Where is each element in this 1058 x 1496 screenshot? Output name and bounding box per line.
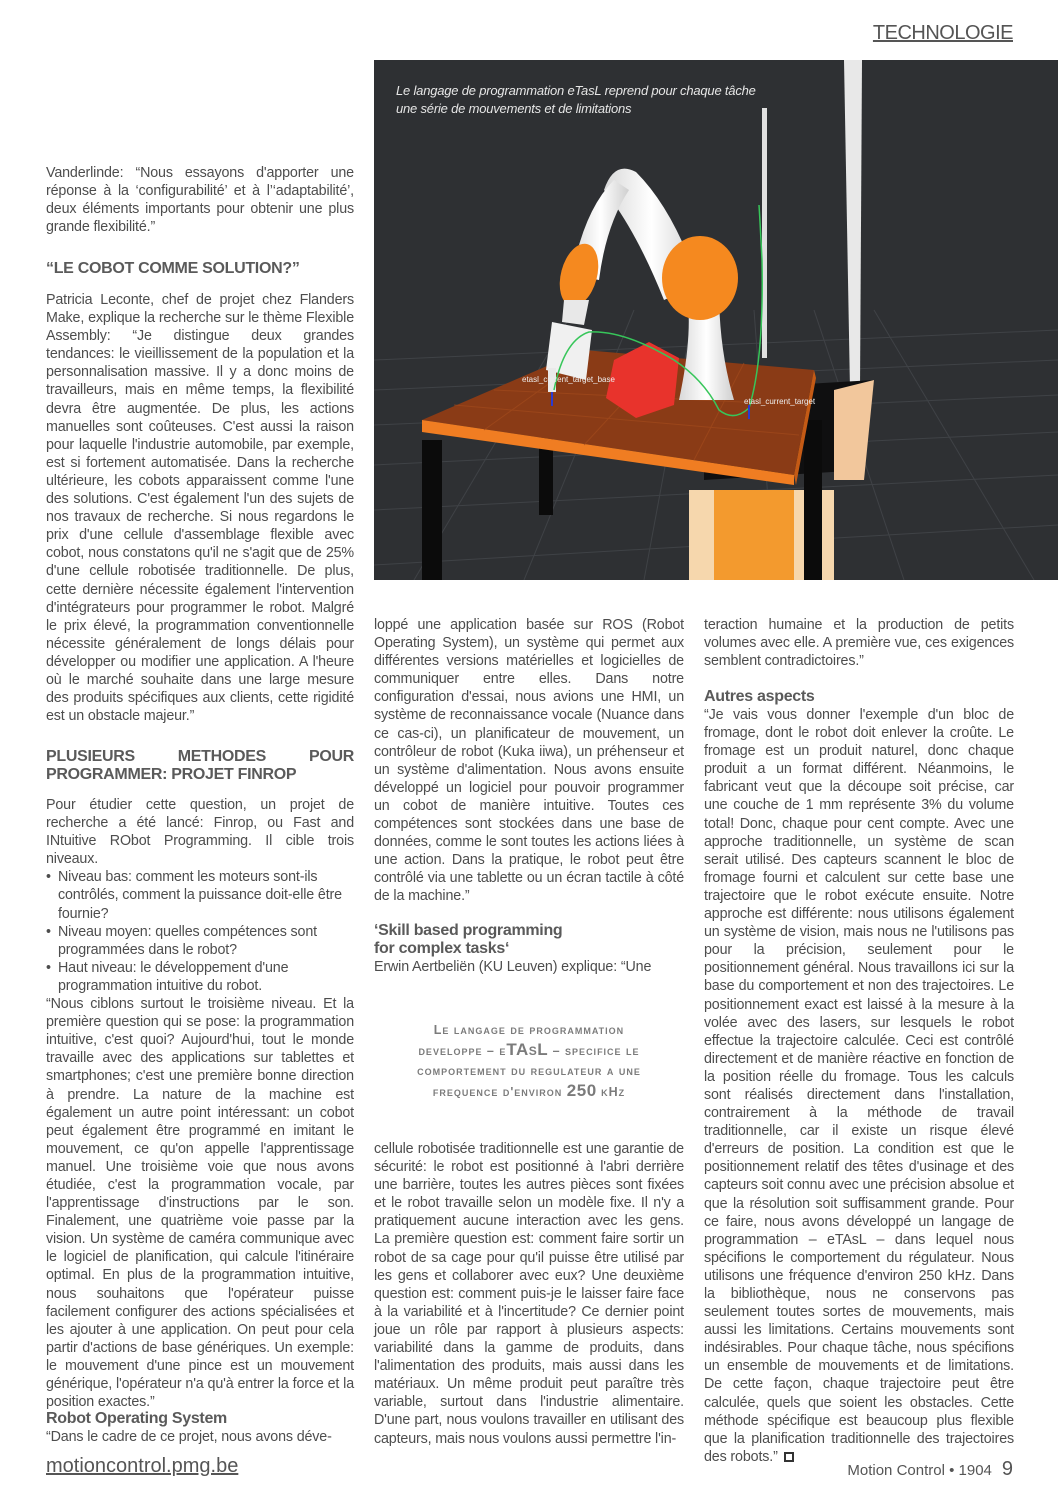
page-number: 9 bbox=[1001, 1458, 1013, 1480]
list-item: • Niveau moyen: quelles compétences sont programmées dans le robot? bbox=[46, 923, 354, 959]
column-1 bbox=[46, 164, 354, 236]
column-2-bottom: cellule robotisée traditionnelle est une garantie de sécurité: le robot est positionné à l'abri derrière une barrière, toutes les autres pièces sont fixées et le robot travaille selon un modèle fixe. Il n'y a pratiquement aucune interaction avec les gens. La première question est: comment faire sortir un robot de sa cage pour qu'il puisse être utilisé par les gens et collaborer avec eux? Une deuxième question est: comment puis-je le laisser faire face à la variabilité et à l'incertitude? Ce dernier point joue un rôle par rapport à plusieurs aspects: variabilité dans la gamme de produits, dans l'alimentation des produits, mais aussi dans les matériaux. Un même produit peut paraître très variable, surtout dans l'industrie alimentaire. D'une part, nous voulons travailler en utilisant des capteurs, mais nous voulons aussi permettre l'in- bbox=[374, 1141, 684, 1447]
levels-list bbox=[46, 868, 354, 995]
photo-caption: Le langage de programmation eTasL reprend pour chaque tâche une série de mouvements et de limitations bbox=[396, 83, 756, 116]
section-label: TECHNOLOGIE bbox=[872, 22, 1013, 44]
robot-simulation-image bbox=[374, 60, 1058, 580]
pull-quote: Le langage de programmation developpe – eTAsL – specifice le comportement du regulateur a une frequence d'environ 250 kHz bbox=[417, 1023, 641, 1100]
end-of-article-icon bbox=[784, 1452, 794, 1462]
paragraph-leconte: Patricia Leconte, chef de projet chez Flanders Make, explique la recherche sur le thème Flexible Assembly: “Je distingue deux grandes tendances: le vieillissement de la population et la personnalisation massive. Il y a donc moins de travailleurs, mais en même temps, la flexibilité devra être augmentée. De plus, les actions manuelles sont coûteuses. C'est aussi la raison pour laquelle l'industrie automobile, par exemple, est si fortement automatisée. Dans la recherche ultérieure, les cobots apparaissent comme l'une des solutions. C'est également l'un des sujets de nos travaux de recherche. Si nous regardons le prix d'une cellule d'assemblage flexible avec cobot, nous constatons qu'il ne s'agit que de 25% d'une cellule robotisée traditionnelle. De plus, cette dernière nécessite également l'intervention d'intégrateurs pour programmer le robot. Malgré le prix élevé, la programmation conventionnelle nécessite généralement de longs délais pour développer ou modifier une application. A l'heure où le marché souhaite dans une large mesure des produits spécifiques aux clients, cette rigidité est un obstacle majeur.” bbox=[46, 292, 354, 725]
list-item: • Niveau bas: comment les moteurs sont-ils contrôlés, comment la puissance doit-elle être fournie? bbox=[46, 868, 354, 922]
heading-skill-based: ‘Skill based programming for complex tasks‘ Erwin Aertbeliën (KU Leuven) explique: “Une bbox=[374, 922, 652, 975]
heading-finrop: PLUSIEURS METHODES POUR PROGRAMMER: PROJET FINROP bbox=[46, 748, 354, 783]
footer-publication: Motion Control • 1904 9 bbox=[847, 1458, 1013, 1480]
column-2-top: loppé une application basée sur ROS (Robot Operating System), un système qui permet aux différentes versions matérielles et logicielles de communiquer entre elles. Dans notre configuration d'essai, nous avions une HMI, un système de reconnaissance vocale (Nuance dans ce cas-ci), un planificateur de mouvement, un contrôleur de robot (Kuka iiwa), un préhenseur et un système d'alimentation. Nous avons ensuite développé un logiciel pour pouvoir programmer un cobot de manière intuitive. Toutes ces compétences sont stockées dans une base de données, comme le sont toutes les actions liées à une action. Dans la pratique, le robot peut être contrôlé via une tablette ou un écran tactile à côté de la machine.” bbox=[374, 617, 684, 905]
label-target-base: etasl_current_target_base bbox=[522, 375, 615, 384]
website-link[interactable]: motioncontrol.pmg.be bbox=[46, 1455, 239, 1477]
heading-cobot-solution: “LE COBOT COMME SOLUTION?” bbox=[46, 260, 300, 277]
label-current-target: etasl_current_target bbox=[744, 397, 816, 406]
heading-autres-aspects: Autres aspects “Je vais vous donner l'exemple d'un bloc de fromage, dont le robot doit enlever la croûte. Le fromage est un produit naturel, donc chaque produit a un format différent. Néanmoins, le fabricant veut que la découpe soit précise, car une couche de 1 mm représente 3% du volume total! Donc, chaque pour cent compte. Avec une approche traditionnelle, un système de scan serait utilisé. Des capteurs scannent le bloc de fromage fourni et calculent sur cette base une trajectoire que le robot exécute ensuite. Notre approche est différente: nous utilisons également un système de vision, mais nous ne l'utilisons pas pour la précision, seulement pour le positionnement général. Nous travaillons ici sur la base du comportement et non des trajectoires. Le positionnement exact est laissé à la mesure à la volée avec des lasers, sur lesquels le robot effectue la trajectoire calculée. Ceci est contrôlé directement et de manière réactive en fonction de la position réelle du fromage. Tous les calculs sont réalisés directement dans l'installation, contrairement à la méthode de travail traditionnelle, car il existe un risque élevé d'erreurs de position. La condition est que le positionnement relatif des têtes d'usinage et des capteurs soit connu avec une précision absolue et que la résolution soit suffisamment grande. Pour ce faire, nous avons développé un langage de programmation – eTAsL – dans lequel nous spécifions le comportement du régulateur. Nous utilisons une fréquence d'environ 250 kHz. Dans la bibliothèque, nous ne conservons pas seulement toutes sortes de mouvements, mais aussi les limitations. Certains mouvements sont indésirables. Pour chaque tâche, nous spécifions un ensemble de mouvements et de limitations. De cette façon, chaque trajectoire peut être calculée, quels que soient les obstacles. Cette méthode spécifique est beaucoup plus flexible que la planification traditionnelle des trajectoires des robots.” bbox=[704, 688, 1014, 1465]
paragraph-finrop: Pour étudier cette question, un projet de recherche a été lancé: Finrop, ou Fast and INtuitive RObot Programming. Il cible trois niveaux. • Niveau bas: comment les moteurs sont-ils contrôlés, comment la puissance doit-elle être fournie? • Niveau moyen: quelles compétences sont programmées dans le robot? • Haut niveau: le développement d'une programmation intuitive du robot. “Nous ciblons surtout le troisième niveau. Et la première question qui se pose: la programmation intuitive, c'est quoi? Aujourd'hui, tout le monde travaille avec des applications sur tablettes et smartphones; c'est une première bonne direction à prendre. La nature de la machine est également un autre point intéressant: un cobot peut également être programmé en imitant le mouvement, ce qu'on appelle l'apprentissage manuel. Une troisième voie que nous avons étudiée, c'est la programmation vocale, par l'apprentissage d'instructions par le son. Finalement, une quatrième voie passe par la vision. Un système de caméra communique avec le logiciel de planification, qui calcule l'itinéraire optimal. En plus de la programmation intuitive, nous souhaitons que l'opérateur puisse facilement configurer des actions spécialisées et les ajouter à une application. On peut pour cela partir d'actions de base génériques. Un exemple: le mouvement d'une pince est un mouvement générique, l'opérateur n'a qu'à entrer la force et la position exactes.” bbox=[46, 796, 354, 1411]
paragraph-third-level: “Nous ciblons surtout le troisième niveau. Et la première question qui se pose: la programmation intuitive, c'est quoi? Aujourd'hui, tout le monde travaille avec des applications sur tablettes et smartphones; c'est une première bonne direction à prendre. La nature de la machine est également un autre point intéressant: un cobot peut également être programmé en imitant le mouvement, ce qu'on appelle l'apprentissage manuel. Une troisième voie que nous avons étudiée, c'est la programmation vocale, par l'apprentissage d'instructions par le son. Finalement, une quatrième voie passe par la vision. Un système de caméra communique avec le logiciel de planification, qui calcule l'itinéraire optimal. En plus de la programmation intuitive, nous souhaitons que l'opérateur puisse facilement configurer des actions spécialisées et les ajouter à une application. On peut pour cela partir d'actions de base génériques. Un exemple: le mouvement d'une pince est un mouvement générique, l'opérateur n'a qu'à entrer la force et la position exactes.” bbox=[46, 996, 354, 1411]
robot-scene-illustration bbox=[374, 60, 1058, 580]
list-item: • Haut niveau: le développement d'une programmation intuitive du robot. bbox=[46, 959, 354, 995]
column-3-top: teraction humaine et la production de petits volumes avec elle. A première vue, ces exigences semblent contradictoires.” bbox=[704, 617, 1014, 670]
intro-paragraph: Vanderlinde: “Nous essayons d'apporter une réponse à la ‘configurabilité’ et à l’‘adaptabilité’, deux éléments importants pour obtenir une plus grande flexibilité.” bbox=[46, 165, 354, 236]
heading-ros: Robot Operating System “Dans le cadre de ce projet, nous avons déve- bbox=[46, 1410, 332, 1445]
